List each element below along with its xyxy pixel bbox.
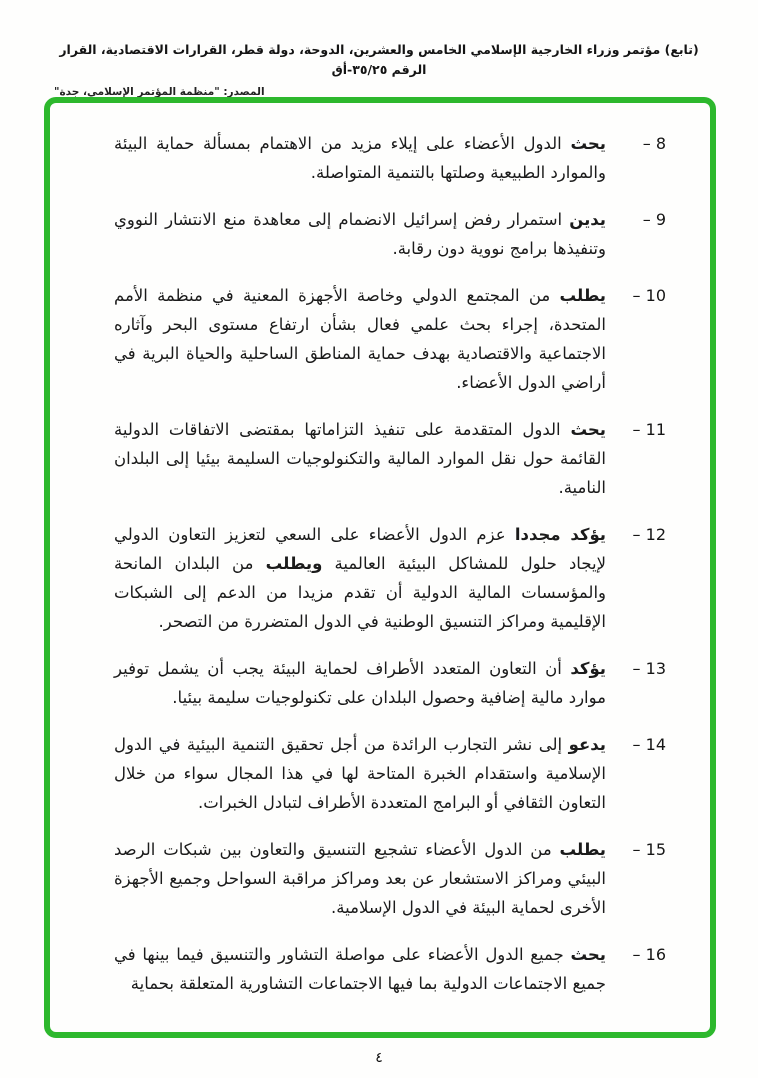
item-number-10: – 10 <box>632 286 666 305</box>
item-text-9: يدين استمرار رفض إسرائيل الانضمام إلى معاهدة منع الانتشار النووي وتنفيذها برامج نووية دون رقابة. <box>114 210 606 258</box>
page-number: ٤ <box>375 1050 383 1066</box>
item-text-12: يؤكد مجددا عزم الدول الأعضاء على السعي لتعزيز التعاون الدولي لإيجاد حلول للمشاكل البيئية العالمية ويطلب من البلدان المانحة والمؤسسات المالية الدولية أن تقدم مزيدا من الدعم إلى الشبكات الإقليمية ومراكز التنسيق الوطنية في الدول المتضررة من التصحر. <box>114 525 606 631</box>
resolution-item-9 <box>114 205 666 263</box>
item-text-13: يؤكد أن التعاون المتعدد الأطراف لحماية البيئة يجب أن يشمل توفير موارد مالية إضافية وحصول البلدان على تكنولوجيات سليمة بيئيا. <box>114 659 606 707</box>
item-text-14: يدعو إلى نشر التجارب الرائدة من أجل تحقيق التنمية البيئية في الدول الإسلامية واستقدام الخبرة المتاحة لها في هذا المجال سواء من خلال التعاون الثقافي أو البرامج المتعددة الأطراف لتبادل الخبرات. <box>114 735 606 812</box>
document-header <box>40 40 718 98</box>
resolution-item-14 <box>114 730 666 817</box>
resolution-item-10 <box>114 281 666 397</box>
header-title: (تابع) مؤتمر وزراء الخارجية الإسلامي الخامس والعشرين، الدوحة، دولة قطر، القرارات الاقتصادية، القرار الرقم ٣٥/٢٥-أق <box>59 42 699 77</box>
resolution-item-8 <box>114 129 666 187</box>
resolution-item-16 <box>114 940 666 998</box>
item-number-8: – 8 <box>642 134 666 153</box>
item-text-16: يحث جميع الدول الأعضاء على مواصلة التشاور والتنسيق فيما بينها في جميع الاجتماعات الدولية بما فيها الاجتماعات التشاورية المتعلقة بحماية <box>114 945 606 993</box>
item-number-9: – 9 <box>642 210 666 229</box>
item-text-11: يحث الدول المتقدمة على تنفيذ التزاماتها بمقتضى الاتفاقات الدولية القائمة حول نقل الموارد المالية والتكنولوجيات السليمة بيئيا إلى البلدان النامية. <box>114 420 606 497</box>
item-number-13: – 13 <box>632 659 666 678</box>
item-number-12: – 12 <box>632 525 666 544</box>
item-number-15: – 15 <box>632 840 666 859</box>
item-text-10: يطلب من المجتمع الدولي وخاصة الأجهزة المعنية في منظمة الأمم المتحدة، إجراء بحث علمي فعال بشأن ارتفاع مستوى البحر وآثاره الاجتماعية والاقتصادية بهدف حماية المناطق الساحلية والحياة البرية في أراضي الدول الأعضاء. <box>114 286 606 392</box>
item-number-11: – 11 <box>632 420 666 439</box>
resolution-item-15 <box>114 835 666 922</box>
item-text-15: يطلب من الدول الأعضاء تشجيع التنسيق والتعاون بين شبكات الرصد البيئي ومراكز الاستشعار عن بعد ومراكز مراقبة السواحل وجميع الأجهزة الأخرى لحماية البيئة في الدول الإسلامية. <box>114 840 606 917</box>
item-number-16: – 16 <box>632 945 666 964</box>
resolution-items <box>50 103 710 998</box>
resolution-item-11 <box>114 415 666 502</box>
item-text-8: يحث الدول الأعضاء على إيلاء مزيد من الاهتمام بمسألة حماية البيئة والموارد الطبيعية وصلتها بالتنمية المتواصلة. <box>114 134 606 182</box>
item-number-14: – 14 <box>632 735 666 754</box>
content-border-frame <box>44 97 716 1038</box>
header-source: المصدر: "منظمة المؤتمر الإسلامي، جدة" <box>54 86 265 98</box>
resolution-item-13 <box>114 654 666 712</box>
resolution-item-12 <box>114 520 666 636</box>
